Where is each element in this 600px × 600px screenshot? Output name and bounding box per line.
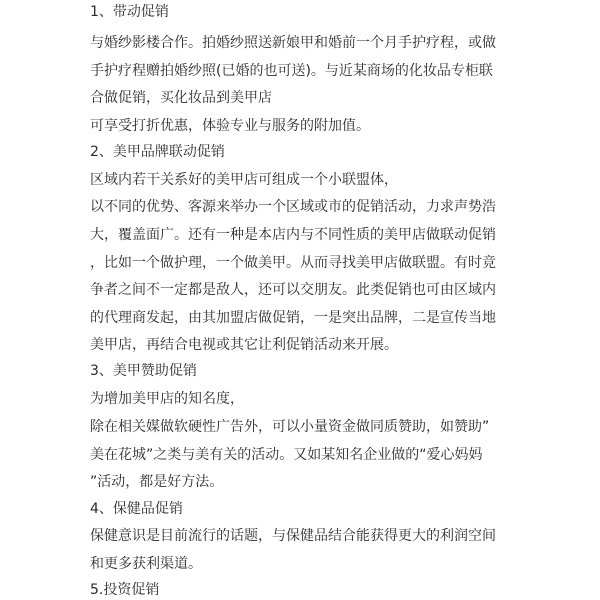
paragraph-line: 为增加美甲店的知名度， (90, 391, 244, 407)
paragraph-line: 争者之间不一定都是敌人，还可以交朋友。此类促销也可由区域内 (90, 282, 496, 298)
paragraph-line: 美在花城”之类与美有关的活动。又如某知名企业做的“爱心妈妈 (90, 447, 483, 463)
paragraph-line: 可享受打折优惠，体验专业与服务的附加值。 (90, 118, 370, 134)
paragraph-line: 大，覆盖面广。还有一种是本店内与不同性质的美甲店做联动促销 (90, 227, 496, 243)
paragraph-line: ”活动，都是好方法。 (90, 474, 224, 490)
paragraph-line: 保健意识是目前流行的话题，与保健品结合能获得更大的利润空间 (90, 528, 496, 544)
heading-4-health-products: 4、保健品促销 (90, 501, 183, 517)
paragraph-line: 和更多获利渠道。 (90, 556, 202, 572)
paragraph-line: 的代理商发起，由其加盟店做促销，一是突出品牌，二是宣传当地 (90, 310, 496, 326)
paragraph-line: 以不同的优势、客源来举办一个区域或市的促销活动，力求声势浩 (90, 199, 496, 215)
heading-3-sponsorship: 3、美甲赞助促销 (90, 363, 197, 379)
heading-1-drive-promotion: 1、带动促销 (90, 4, 169, 20)
heading-5-investment: 5.投资促销 (90, 582, 160, 598)
paragraph-line: 除在相关媒做软硬性广告外，可以小量资金做同质赞助，如赞助” (90, 419, 490, 435)
paragraph-line: 合做促销，买化妆品到美甲店 (90, 90, 272, 106)
heading-2-brand-linkage: 2、美甲品牌联动促销 (90, 144, 225, 160)
paragraph-line: 区域内若干关系好的美甲店可组成一个小联盟体， (90, 172, 398, 188)
paragraph-line: ，比如一个做护理，一个做美甲。从而寻找美甲店做联盟。有时竞 (90, 255, 496, 271)
paragraph-line: 与婚纱影楼合作。拍婚纱照送新娘甲和婚前一个月手护疗程，或做 (90, 35, 496, 51)
paragraph-line: 手护疗程赠拍婚纱照(已婚的也可送)。与近某商场的化妆品专柜联 (90, 63, 493, 79)
paragraph-line: 美甲店，再结合电视或其它让利促销活动来开展。 (90, 337, 398, 353)
